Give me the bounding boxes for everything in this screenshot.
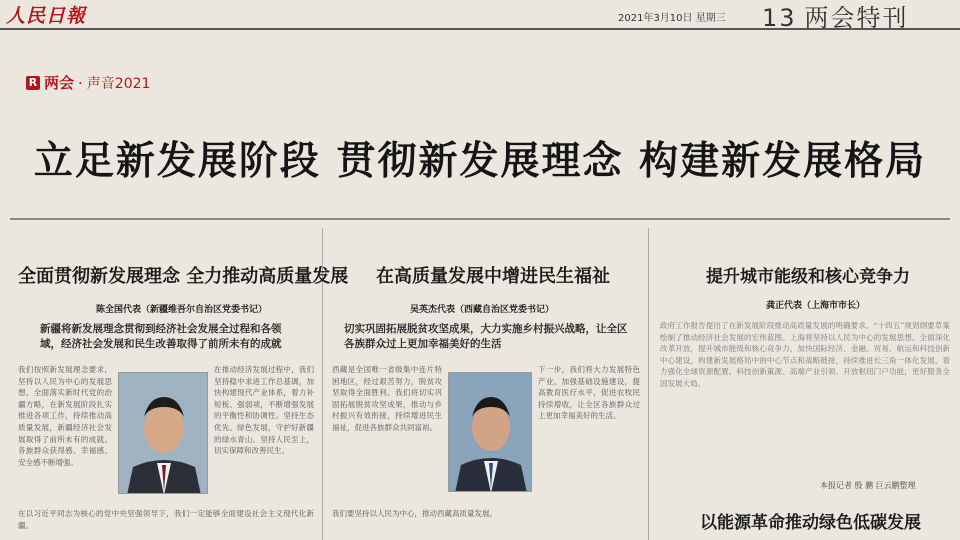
article-body: 下一步，我们将大力发展特色产业，加强基础设施建设，提高教育医疗水平，促进农牧民持续增收，让全区各族群众过上更加幸福美好的生活。 [538,365,640,421]
reporter-credit: 本报记者 殷 鹏 巨云鹏整理 [820,481,916,490]
article-title: 提升城市能级和核心竞争力 [706,267,910,287]
column-divider [648,228,649,540]
article-body: 在以习近平同志为核心的党中央坚强领导下，我们一定能够全面建设社会主义现代化新疆。 [18,509,314,530]
masthead [0,0,960,30]
portrait-figure [119,373,208,494]
article-body: 我们按照新发展理念要求，坚持以人民为中心的发展思想，全面落实新时代党的治疆方略，在新发展阶段扎实推进各项工作，持续推动高质量发展，新疆经济社会发展取得了前所未有的成就。各族群众获得感、幸福感、安全感不断增强。 [18,365,112,467]
issue-date: 2021年3月10日 星期三 [618,13,726,24]
kicker-separator: · [78,73,83,92]
section-name: 两会特刊 [804,4,909,32]
article-body: 在推动经济发展过程中，我们坚持稳中求进工作总基调，加快构建现代产业体系，着力补短板、强弱项，不断增强发展的平衡性和协调性。坚持生态优先、绿色发展，守护好新疆的绿水青山。坚持人民至上，切实保障和改善民生。 [214,365,314,456]
article-byline [766,298,865,311]
portrait-figure [449,373,532,492]
page-number: 13 [762,4,797,32]
column-kicker [26,72,150,93]
page-headline: 立足新发展阶段 贯彻新发展理念 构建新发展格局 [33,139,927,184]
article-lead: 新疆将新发展理念贯彻到经济社会发展全过程和各领域，经济社会发展和民生改善取得了前所未有的成就 [40,323,282,350]
portrait-photo [448,372,532,492]
article-byline [96,302,267,315]
headline-rule [10,218,950,220]
article-byline [410,302,554,315]
column-logo: R [26,76,40,90]
paper-name: 人民日報 [6,5,87,27]
byline-name: 吴英杰代表（西藏自治区党委书记） [410,305,555,315]
byline-name: 陈全国代表（新疆维吾尔自治区党委书记） [96,305,268,315]
article-body: 西藏是全国唯一省级集中连片特困地区，经过艰苦努力，脱贫攻坚取得全面胜利。我们将切实巩固拓展脱贫攻坚成果，推动与乡村振兴有效衔接，持续增进民生福祉，促进各族群众共同富裕。 [332,365,442,432]
kicker-main: 两会 [44,74,75,92]
article-body: 我们要坚持以人民为中心，推动西藏高质量发展。 [332,509,497,518]
portrait-photo [118,372,208,494]
page-label [762,0,909,33]
byline-name: 龚正代表（上海市市长） [766,301,866,311]
article-title: 以能源革命推动绿色低碳发展 [700,513,921,533]
article-lead: 切实巩固拓展脱贫攻坚成果，大力实施乡村振兴战略，让全区各族群众过上更加幸福美好的生活 [344,323,628,350]
article-body: 政府工作报告提出了在新发展阶段推动高质量发展的明确要求。“十四五”规划纲要草案绘制了推动经济社会发展的宏伟蓝图。上海将坚持以人民为中心的发展思想，全面深化改革开放，提升城市能级和核心竞争力，加快国际经济、金融、贸易、航运和科技创新中心建设，构建新发展格局中的中心节点和战略链接，持续推进长三角一体化发展，着力强化全球资源配置、科技创新策源、高端产业引领、开放枢纽门户功能，更好服务全国发展大局。 [660,321,950,388]
kicker-sub: 声音2021 [86,75,151,92]
article-title: 全面贯彻新发展理念 全力推动高质量发展 [18,266,349,287]
article-title: 在高质量发展中增进民生福祉 [376,266,610,287]
